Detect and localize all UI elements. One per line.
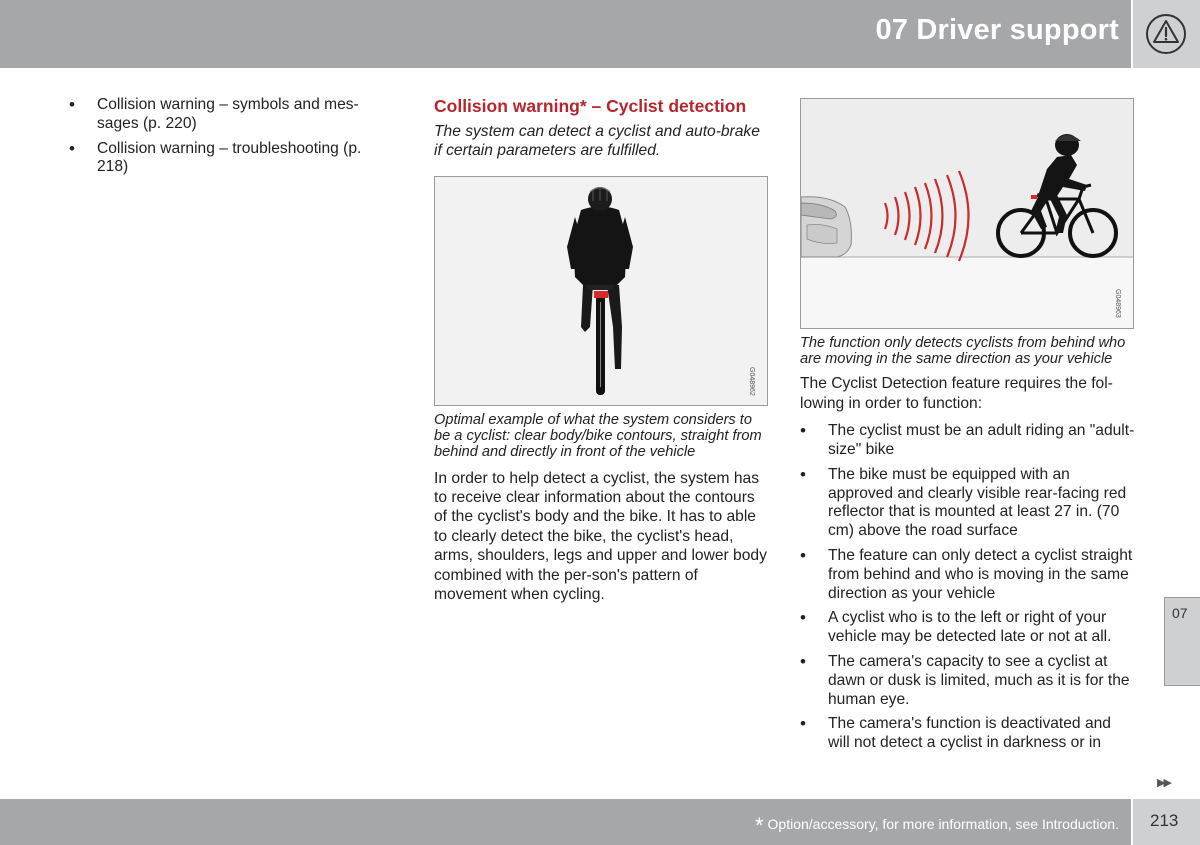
list-item: • The camera's capacity to see a cyclist at dawn or dusk is limited, much as it is for the human eye.	[800, 653, 1135, 709]
page-header	[0, 0, 1131, 68]
section-intro: The system can detect a cyclist and auto-brake if certain parameters are fulfilled.	[434, 123, 760, 159]
chapter-tab[interactable]	[1164, 597, 1200, 686]
figure-code: G048962	[748, 367, 755, 396]
header-icon-box	[1133, 0, 1200, 68]
list-item: • The cyclist must be an adult riding an "adult-size" bike	[800, 422, 1135, 460]
figure-caption: The function only detects cyclists from behind who are moving in the same direction as your vehicle	[800, 335, 1126, 368]
chapter-tab-label: 07	[1172, 605, 1188, 621]
related-link[interactable]: • Collision warning – symbols and mes-sages (p. 220)	[69, 96, 369, 134]
list-item: • The feature can only detect a cyclist straight from behind and who is moving in the same direction as your vehicle	[800, 547, 1135, 603]
continue-arrows-icon: ▶▶	[1157, 777, 1170, 789]
list-item: • The camera's function is deactivated and will not detect a cyclist in darkness or in	[800, 715, 1135, 753]
page-footer	[0, 799, 1131, 845]
footer-note-text: Option/accessory, for more information, see Introduction.	[767, 816, 1119, 832]
related-link[interactable]: • Collision warning – troubleshooting (p. 218)	[69, 140, 369, 178]
asterisk-mark: *	[754, 813, 764, 838]
footer-note	[755, 813, 1119, 839]
right-column	[800, 98, 1135, 759]
related-links-list	[69, 96, 369, 177]
warning-triangle-icon	[1133, 0, 1200, 68]
cyclist-side-view-figure	[800, 98, 1134, 329]
section-heading: Collision warning* – Cyclist detection	[434, 96, 747, 116]
figure-caption: Optimal example of what the system considers to be a cyclist: clear body/bike contours, straight from behind and directly in front of the vehicle	[434, 412, 762, 461]
requirements-list	[800, 422, 1135, 753]
body-paragraph: The Cyclist Detection feature requires the fol-lowing in order to function:	[800, 375, 1113, 412]
left-column	[69, 96, 369, 183]
figure-code: G048963	[1114, 289, 1121, 318]
middle-column	[434, 96, 769, 604]
page-number: 213	[1150, 811, 1179, 830]
cyclist-rear-illustration	[435, 177, 767, 405]
cyclist-rear-view-figure	[434, 176, 768, 406]
body-paragraph: In order to help detect a cyclist, the system has to receive clear information about the contours of the cyclist's body and the bike. It has to able to clearly detect the bike, the cyclist's head, arms, shoulders, legs and upper and lower body combined with the per-son's pattern of movement when cycling.	[434, 469, 767, 604]
car-detects-cyclist-illustration	[801, 99, 1133, 328]
list-item: • The bike must be equipped with an approved and clearly visible rear-facing red reflector that is mounted at least 27 in. (70 cm) above the road surface	[800, 466, 1135, 541]
list-item: • A cyclist who is to the left or right of your vehicle may be detected late or not at all.	[800, 609, 1135, 647]
chapter-title: 07 Driver support	[875, 14, 1119, 46]
